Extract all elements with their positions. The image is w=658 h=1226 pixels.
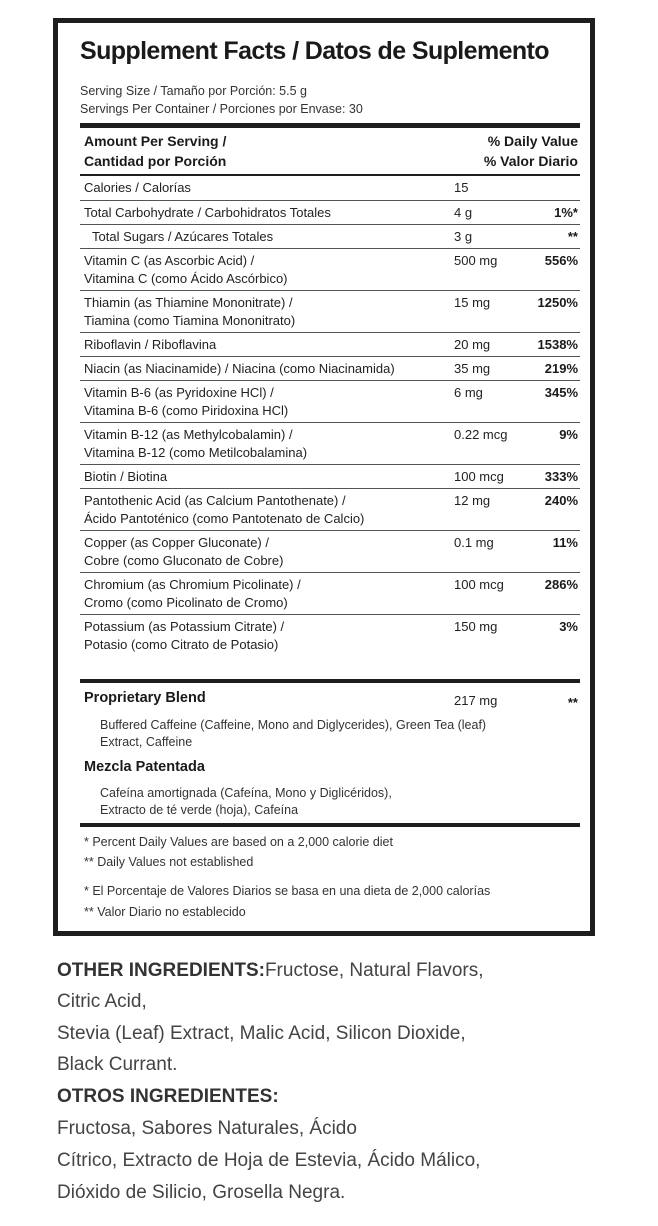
nutrient-name [84, 252, 288, 288]
serving-size: Serving Size / Tamaño por Porción: 5.5 g [80, 84, 307, 98]
nutrient-name [84, 294, 295, 330]
table-row [80, 464, 580, 488]
nutrient-name-line-1: Vitamin C (as Ascorbic Acid) / [84, 253, 255, 268]
amount-header-en: Amount Per Serving / [84, 133, 227, 149]
table-row [80, 572, 580, 614]
nutrient-daily-value: ** [567, 229, 578, 244]
nutrient-name-line-1: Potassium (as Potassium Citrate) / [84, 619, 285, 634]
nutrient-name [84, 534, 283, 570]
nutrient-name-line-1: Calories / Calorías [84, 180, 191, 195]
footnote-en-1: * Percent Daily Values are based on a 2,000 calorie diet [84, 835, 393, 849]
nutrient-name-line-2: Cromo (como Picolinato de Cromo) [84, 595, 288, 610]
table-row [80, 224, 580, 248]
table-row [80, 356, 580, 380]
nutrient-name [84, 360, 395, 378]
thick-divider-footnotes [80, 823, 580, 827]
nutrient-amount: 0.22 mcg [454, 427, 508, 442]
nutrient-amount: 3 g [454, 229, 473, 244]
nutrient-name-line-1: Vitamin B-6 (as Pyridoxine HCl) / [84, 385, 274, 400]
nutrient-name-line-1: Biotin / Biotina [84, 469, 168, 484]
other-ingredients-line-4: Black Currant. [57, 1054, 178, 1075]
daily-value-header [484, 131, 578, 171]
nutrient-name-line-2: Vitamina C (como Ácido Ascórbico) [84, 271, 288, 286]
dv-header-en: % Daily Value [487, 133, 578, 149]
nutrient-amount: 0.1 mg [454, 535, 494, 550]
nutrient-name-line-2: Ácido Pantoténico (como Pantotenato de Calcio) [84, 511, 365, 526]
nutrient-daily-value: 333% [544, 469, 578, 484]
proprietary-blend-amount: 217 mg [454, 693, 498, 708]
blend-description-es-1: Cafeína amortignada (Cafeína, Mono y Diglicéridos), [100, 786, 392, 800]
nutrient-name-line-1: Total Sugars / Azúcares Totales [92, 229, 274, 244]
otros-ingredientes-line-3: Dióxido de Silicio, Grosella Negra. [57, 1182, 346, 1203]
nutrient-name-line-1: Riboflavin / Riboflavina [84, 337, 217, 352]
nutrient-daily-value: 1250% [537, 295, 578, 310]
nutrient-amount: 20 mg [454, 337, 491, 352]
nutrient-amount: 150 mg [454, 619, 498, 634]
nutrient-amount: 100 mcg [454, 469, 504, 484]
nutrient-amount: 500 mg [454, 253, 498, 268]
table-row [80, 488, 580, 530]
nutrient-name-line-2: Tiamina (como Tiamina Mononitrato) [84, 313, 296, 328]
nutrient-daily-value: 3% [559, 619, 578, 634]
nutrient-name [84, 204, 331, 222]
nutrient-amount: 12 mg [454, 493, 491, 508]
nutrient-amount: 6 mg [454, 385, 483, 400]
table-row [80, 614, 580, 656]
nutrient-name-line-1: Niacin (as Niacinamide) / Niacina (como Niacinamida) [84, 361, 395, 376]
nutrient-daily-value: 345% [544, 385, 578, 400]
nutrient-amount: 15 [454, 180, 469, 195]
other-ingredients-text-1: Fructose, Natural Flavors, [264, 960, 484, 981]
footnote-es-2: ** Valor Diario no establecido [84, 905, 246, 919]
nutrient-name [84, 179, 191, 197]
table-row [80, 290, 580, 332]
thick-divider [80, 123, 580, 128]
amount-per-serving-header [84, 131, 226, 171]
footnote-es-1: * El Porcentaje de Valores Diarios se basa en una dieta de 2,000 calorías [84, 884, 491, 898]
nutrient-name-line-2: Cobre (como Gluconato de Cobre) [84, 553, 284, 568]
table-row [80, 380, 580, 422]
nutrient-amount: 15 mg [454, 295, 491, 310]
nutrient-amount: 35 mg [454, 361, 491, 376]
table-row [80, 200, 580, 224]
nutrient-daily-value: 11% [552, 535, 578, 550]
nutrient-daily-value: 556% [544, 253, 578, 268]
nutrient-name-line-2: Vitamina B-6 (como Piridoxina HCl) [84, 403, 289, 418]
nutrient-name [84, 468, 167, 486]
nutrient-name [84, 576, 301, 612]
nutrient-daily-value: 1538% [537, 337, 578, 352]
nutrient-name [84, 336, 216, 354]
otros-ingredientes-label-line [57, 1081, 279, 1112]
nutrient-name [84, 426, 307, 462]
blend-description-en-2: Extract, Caffeine [100, 735, 193, 749]
nutrient-name-line-1: Pantothenic Acid (as Calcium Pantothenate) / [84, 493, 346, 508]
other-ingredients-line-1 [57, 955, 484, 986]
nutrient-name [84, 492, 364, 528]
nutrient-name [84, 384, 288, 420]
nutrient-daily-value: 240% [544, 493, 578, 508]
dv-header-es: % Valor Diario [483, 153, 578, 169]
table-row [80, 176, 580, 200]
nutrient-name-line-1: Total Carbohydrate / Carbohidratos Totales [84, 205, 331, 220]
table-row [80, 332, 580, 356]
nutrient-name-line-2: Potasio (como Citrato de Potasio) [84, 637, 279, 652]
nutrient-name [84, 618, 284, 654]
blend-description-en-1: Buffered Caffeine (Caffeine, Mono and Diglycerides), Green Tea (leaf) [100, 718, 487, 732]
nutrient-daily-value: 219% [544, 361, 578, 376]
nutrient-name-line-1: Thiamin (as Thiamine Mononitrate) / [84, 295, 293, 310]
table-row [80, 248, 580, 290]
proprietary-blend-title: Proprietary Blend [84, 690, 206, 706]
servings-per-container: Servings Per Container / Porciones por Envase: 30 [80, 102, 363, 116]
other-ingredients-line-3: Stevia (Leaf) Extract, Malic Acid, Silicon Dioxide, [57, 1023, 466, 1044]
nutrient-daily-value: 9% [559, 427, 578, 442]
nutrient-daily-value: 1%* [554, 205, 578, 220]
supplement-facts-panel [53, 18, 595, 936]
nutrient-amount: 4 g [454, 205, 473, 220]
panel-title: Supplement Facts / Datos de Suplemento [80, 37, 549, 65]
nutrient-name-line-2: Vitamina B-12 (como Metilcobalamina) [84, 445, 308, 460]
nutrient-amount: 100 mcg [454, 577, 504, 592]
footnote-en-2: ** Daily Values not established [84, 855, 254, 869]
amount-header-es: Cantidad por Porción [84, 153, 227, 169]
otros-ingredientes-line-2: Cítrico, Extracto de Hoja de Estevia, Ácido Málico, [57, 1150, 481, 1171]
nutrient-name-line-1: Chromium (as Chromium Picolinate) / [84, 577, 301, 592]
otros-ingredientes-line-1: Fructosa, Sabores Naturales, Ácido [57, 1118, 357, 1139]
blend-description-es-2: Extracto de té verde (hoja), Cafeína [100, 803, 299, 817]
nutrient-name [84, 228, 273, 246]
other-ingredients-line-2: Citric Acid, [57, 991, 147, 1012]
mezcla-patentada-title: Mezcla Patentada [84, 759, 205, 775]
nutrient-name-line-1: Copper (as Copper Gluconate) / [84, 535, 269, 550]
nutrient-name-line-1: Vitamin B-12 (as Methylcobalamin) / [84, 427, 293, 442]
thick-divider-blend [80, 679, 580, 683]
other-ingredients-label: OTHER INGREDIENTS: [57, 960, 265, 981]
table-row [80, 422, 580, 464]
proprietary-blend-dv: ** [567, 695, 578, 710]
table-row [80, 530, 580, 572]
nutrient-daily-value: 286% [544, 577, 578, 592]
otros-ingredientes-label: OTROS INGREDIENTES: [57, 1086, 279, 1107]
